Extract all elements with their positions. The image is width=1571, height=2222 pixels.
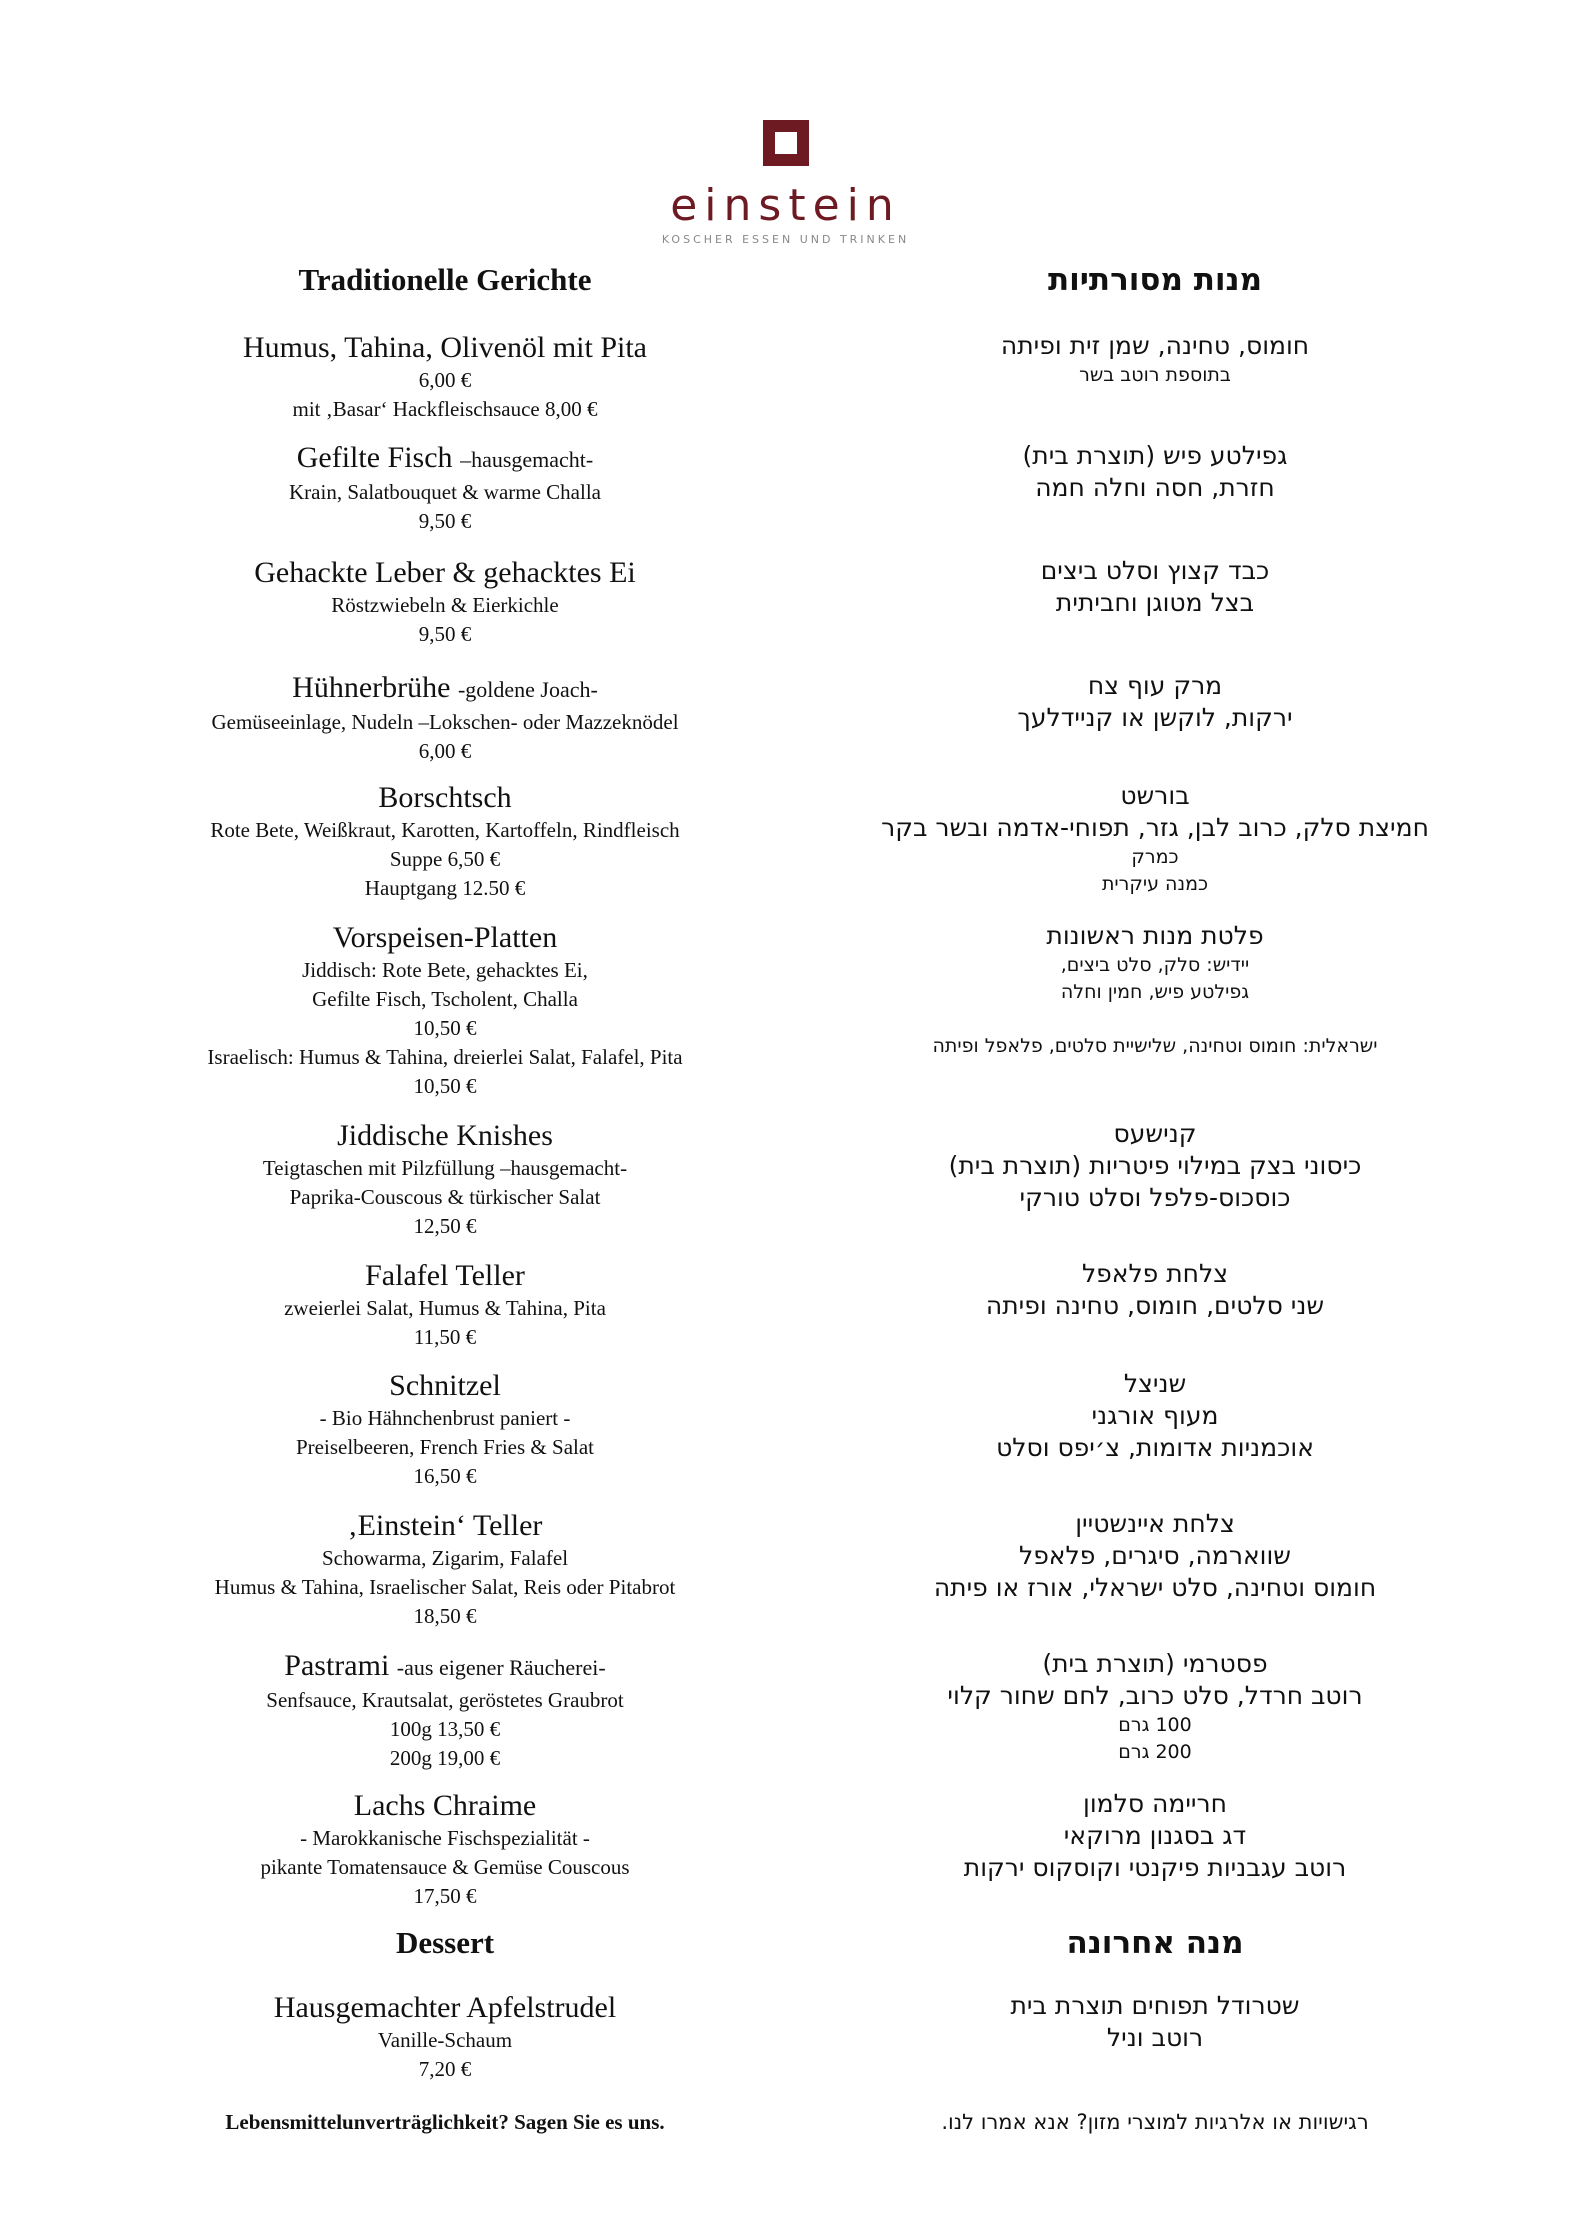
logo-wordmark: einstein: [670, 180, 901, 231]
logo-tagline: KOSCHER ESSEN UND TRINKEN: [661, 233, 910, 246]
menu-item: [140, 1990, 750, 2084]
menu-item-he: [830, 1118, 1480, 1214]
menu-item: [140, 1258, 750, 1352]
dish-detail: Preiselbeeren, French Fries & Salat: [296, 1435, 594, 1459]
dish-detail-he: בתוספת רוטב בשר: [1079, 364, 1231, 386]
menu-item: [140, 1118, 750, 1241]
dish-detail: Humus & Tahina, Israelischer Salat, Reis oder Pitabrot: [214, 1575, 676, 1599]
dish-line-he: חזרת, חסה וחלה חמה: [1035, 473, 1275, 502]
dish-detail: 17,50 €: [413, 1884, 477, 1908]
dish-detail: Hauptgang 12.50 €: [364, 876, 526, 900]
dish-note: -aus eigener Räucherei-: [396, 1655, 606, 1680]
menu-item-he: [830, 920, 1480, 1060]
dish-detail: Rote Bete, Weißkraut, Karotten, Kartoffeln, Rindfleisch: [210, 818, 680, 842]
dish-title: [140, 670, 750, 708]
dish-note: -goldene Joach-: [457, 677, 598, 702]
dish-name: Gefilte Fisch: [296, 441, 453, 474]
menu-item: [140, 1368, 750, 1491]
section-heading: Traditionelle Gerichte: [298, 262, 592, 297]
dish-detail: 10,50 €: [413, 1016, 477, 1040]
dish-detail: Schowarma, Zigarim, Falafel: [321, 1546, 569, 1570]
menu-item-he: [830, 330, 1480, 389]
dish-line-he: דג בסגנון מרוקאי: [1063, 1821, 1247, 1850]
dish-line-he: חריימה סלמון: [1083, 1789, 1227, 1818]
dish-title: [140, 330, 750, 366]
dish-title: [140, 920, 750, 956]
dish-detail: Paprika-Couscous & türkischer Salat: [289, 1185, 601, 1209]
dish-detail: Teigtaschen mit Pilzfüllung –hausgemacht-: [262, 1156, 628, 1180]
logo: [0, 120, 1571, 246]
dish-detail: 9,50 €: [418, 509, 472, 533]
dish-title: [140, 1648, 750, 1686]
dish-detail-he: [830, 1006, 1480, 1033]
dish-detail: Suppe 6,50 €: [389, 847, 501, 871]
dish-name: Pastrami: [284, 1649, 390, 1682]
menu-item: [140, 440, 750, 536]
dish-title: [140, 780, 750, 816]
dish-detail: Röstzwiebeln & Eierkichle: [331, 593, 559, 617]
dish-line-he: כוסכוס-פלפל וסלט טורקי: [1019, 1183, 1291, 1212]
dish-detail: - Marokkanische Fischspezialität -: [300, 1826, 590, 1850]
dish-detail-he: 200 גרם: [1118, 1741, 1192, 1763]
dish-detail: 6,00 €: [418, 739, 472, 763]
dish-name: ‚Einstein‘ Teller: [347, 1509, 543, 1542]
dessert-heading-he: מנה אחרונה: [1066, 1925, 1244, 1961]
menu-item-he: [830, 1258, 1480, 1322]
dish-name: Falafel Teller: [365, 1259, 525, 1292]
dish-name: Borschtsch: [378, 781, 512, 814]
dish-detail: Israelisch: Humus & Tahina, dreierlei Salat, Falafel, Pita: [207, 1045, 683, 1069]
dish-detail: mit ‚Basar‘ Hackfleischsauce 8,00 €: [292, 397, 598, 421]
menu-item-he: [830, 555, 1480, 619]
dish-detail: pikante Tomatensauce & Gemüse Couscous: [260, 1855, 630, 1879]
dish-detail: zweierlei Salat, Humus & Tahina, Pita: [284, 1296, 606, 1320]
menu-item-he: [830, 1368, 1480, 1464]
allergy-note-he: רגישויות או אלרגיות למוצרי מזון? אנא אמרו לנו.: [941, 2110, 1369, 2134]
dish-line-he: רוטב וניל: [1106, 2023, 1204, 2052]
dish-detail: Krain, Salatbouquet & warme Challa: [289, 480, 601, 504]
dish-detail: 16,50 €: [413, 1464, 477, 1488]
dish-line-he: שני סלטים, חומוס, טחינה ופיתה: [985, 1291, 1325, 1320]
menu-item-he: [830, 780, 1480, 898]
dish-title: [140, 1118, 750, 1154]
dish-line-he: בורשט: [1120, 781, 1190, 810]
dish-line-he: כיסוני בצק במילוי פיטריות (תוצרת בית): [948, 1151, 1362, 1180]
dish-detail: Jiddisch: Rote Bete, gehacktes Ei,: [302, 958, 588, 982]
dish-line-he: כבד קצוץ וסלט ביצים: [1040, 556, 1270, 585]
dish-detail-he: גפילטע פיש, חמין וחלה: [1060, 981, 1250, 1003]
dish-detail: 6,00 €: [418, 368, 472, 392]
dish-line-he: צלחת פלאפל: [1081, 1259, 1229, 1288]
dish-note: –hausgemacht-: [460, 447, 594, 472]
dish-detail-he: יידיש: סלק, סלט ביצים,: [1060, 954, 1250, 976]
dish-detail: 10,50 €: [413, 1074, 477, 1098]
menu-item-he: [830, 1508, 1480, 1604]
menu-item-he: [830, 1990, 1480, 2054]
dish-line-he: שטרודל תפוחים תוצרת בית: [1010, 1991, 1300, 2020]
menu-item: [140, 670, 750, 766]
dish-detail-he: 100 גרם: [1118, 1714, 1192, 1736]
dish-detail-he: כמנה עיקרית: [1101, 873, 1209, 895]
menu-item: [140, 1508, 750, 1631]
dish-name: Lachs Chraime: [353, 1789, 537, 1822]
dish-line-he: גפילטע פיש (תוצרת בית): [1022, 441, 1288, 470]
menu-item-he: [830, 440, 1480, 504]
dish-line-he: שניצל: [1123, 1369, 1187, 1398]
dish-detail: Senfsauce, Krautsalat, geröstetes Graubrot: [266, 1688, 624, 1712]
dish-detail: 200g 19,00 €: [389, 1746, 501, 1770]
dish-title: [140, 1508, 750, 1544]
menu-item-he: [830, 670, 1480, 734]
dish-line-he: אוכמניות אדומות, צ׳יפס וסלט: [996, 1433, 1314, 1462]
dish-line-he: מעוף אורגני: [1091, 1401, 1219, 1430]
dish-line-he: שווארמה, סיגרים, פלאפל: [1018, 1541, 1292, 1570]
dish-name: Hühnerbrühe: [292, 671, 451, 704]
dish-title: [140, 1258, 750, 1294]
menu-item-he: [830, 1648, 1480, 1766]
dish-line-he: פלטת מנות ראשונות: [1046, 921, 1264, 950]
dish-detail: 18,50 €: [413, 1604, 477, 1628]
dish-line-he: ירקות, לוקשן או קניידלעך: [1017, 703, 1293, 732]
dish-line-he: בצל מטוגן וחביתית: [1055, 588, 1255, 617]
dish-line-he: חומוס, טחינה, שמן זית ופיתה: [1000, 331, 1310, 360]
dish-name: Schnitzel: [389, 1369, 501, 1402]
menu-item-he: [830, 1788, 1480, 1884]
dish-detail: 12,50 €: [413, 1214, 477, 1238]
dish-detail: 11,50 €: [413, 1325, 477, 1349]
dish-detail: 7,20 €: [418, 2057, 472, 2081]
dish-line-he: צלחת איינשטיין: [1075, 1509, 1235, 1538]
dish-line-he: מרק עוף צח: [1087, 671, 1223, 700]
dish-title: [140, 440, 750, 478]
menu-item: [140, 1788, 750, 1911]
dish-line-he: פסטרמי (תוצרת בית): [1042, 1649, 1268, 1678]
menu-item: [140, 330, 750, 424]
dish-line-he: רוטב עגבניות פיקנטי וקוסקוס ירקות: [963, 1853, 1347, 1882]
dish-detail-he: ישראלית: חומוס וטחינה, שלישיית סלטים, פלאפל ופיתה: [932, 1035, 1378, 1057]
dish-name: Gehackte Leber & gehacktes Ei: [254, 556, 636, 589]
dish-detail-he: כמרק: [1131, 846, 1179, 868]
menu-item: [140, 555, 750, 649]
dish-name: Hausgemachter Apfelstrudel: [273, 1991, 617, 2024]
dish-detail: - Bio Hähnchenbrust paniert -: [319, 1406, 571, 1430]
dish-line-he: רוטב חרדל, סלט כרוב, לחם שחור קלוי: [947, 1681, 1363, 1710]
dish-line-he: חמיצת סלק, כרוב לבן, גזר, תפוחי-אדמה ובשר בקר: [881, 813, 1429, 842]
menu-item: [140, 1648, 750, 1773]
dish-name: Jiddische Knishes: [337, 1119, 553, 1152]
dish-detail: Gefilte Fisch, Tscholent, Challa: [312, 987, 578, 1011]
dish-detail: 9,50 €: [418, 622, 472, 646]
dish-title: [140, 1990, 750, 2026]
menu-item: [140, 920, 750, 1101]
dish-line-he: קנישעס: [1113, 1119, 1197, 1148]
menu-item: [140, 780, 750, 903]
section-heading-he: מנות מסורתיות: [1047, 262, 1263, 298]
dish-detail: 100g 13,50 €: [389, 1717, 501, 1741]
dish-name: Vorspeisen-Platten: [332, 921, 558, 954]
allergy-note: Lebensmittelunverträglichkeit? Sagen Sie es uns.: [225, 2110, 665, 2134]
dish-detail: Gemüseeinlage, Nudeln –Lokschen- oder Mazzeknödel: [211, 710, 679, 734]
dish-name: Humus, Tahina, Olivenöl mit Pita: [243, 331, 647, 364]
dish-detail: Vanille-Schaum: [377, 2028, 513, 2052]
dish-title: [140, 1788, 750, 1824]
dish-line-he: חומוס וטחינה, סלט ישראלי, אורז או פיתה: [933, 1573, 1377, 1602]
dish-title: [140, 1368, 750, 1404]
dish-title: [140, 555, 750, 591]
dessert-heading: Dessert: [395, 1925, 495, 1960]
logo-mark: [763, 120, 809, 166]
